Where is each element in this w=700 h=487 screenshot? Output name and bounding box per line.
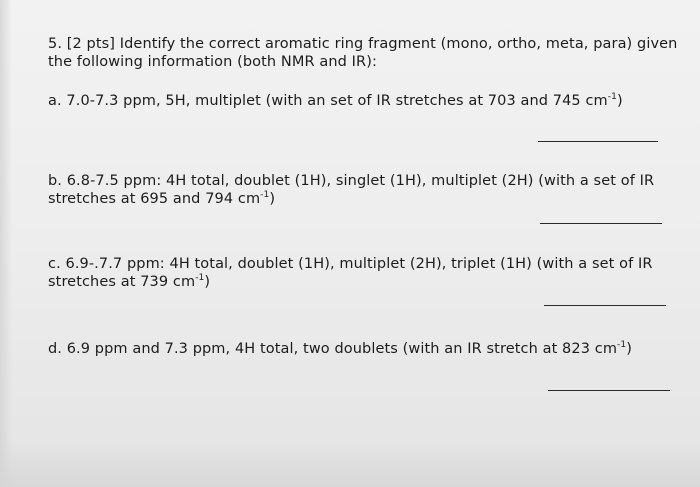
answer-blank-d[interactable] — [548, 390, 670, 391]
page-shadow-left — [0, 0, 12, 487]
part-a-main: a. 7.0-7.3 ppm, 5H, multiplet (with an set of IR stretches at 703 and 745 cm — [48, 93, 608, 109]
part-a-superscript: -1 — [607, 92, 617, 102]
answer-blank-a[interactable] — [538, 141, 658, 142]
part-b-line-2 — [48, 190, 275, 210]
part-d-close: ) — [626, 341, 632, 357]
question-line-1: 5. [2 pts] Identify the correct aromatic ring fragment (mono, ortho, meta, para) given — [48, 36, 678, 52]
part-c-line-2 — [48, 273, 210, 293]
part-a-close: ) — [616, 93, 623, 109]
part-c-superscript: -1 — [195, 273, 205, 283]
part-c-line-1: c. 6.9-.7.7 ppm: 4H total, doublet (1H), multiplet (2H), triplet (1H) (with a set of IR — [48, 256, 653, 272]
part-b-close: ) — [269, 191, 276, 207]
part-b-main: stretches at 695 and 794 cm — [48, 191, 261, 207]
part-c-main: stretches at 739 cm — [48, 274, 196, 290]
answer-blank-b[interactable] — [540, 223, 662, 224]
part-c-close: ) — [204, 274, 211, 290]
part-d-main: d. 6.9 ppm and 7.3 ppm, 4H total, two doublets (with an IR stretch at 823 cm — [48, 341, 618, 357]
part-b-superscript: -1 — [260, 190, 270, 200]
part-d-superscript: -1 — [617, 340, 627, 350]
part-a-text — [48, 92, 623, 112]
page-shadow-bottom — [0, 440, 700, 487]
answer-blank-c[interactable] — [544, 305, 666, 306]
question-line-2: the following information (both NMR and IR): — [48, 54, 377, 70]
part-d-text — [48, 340, 632, 360]
part-b-line-1: b. 6.8-7.5 ppm: 4H total, doublet (1H), singlet (1H), multiplet (2H) (with a set of IR — [48, 173, 655, 189]
